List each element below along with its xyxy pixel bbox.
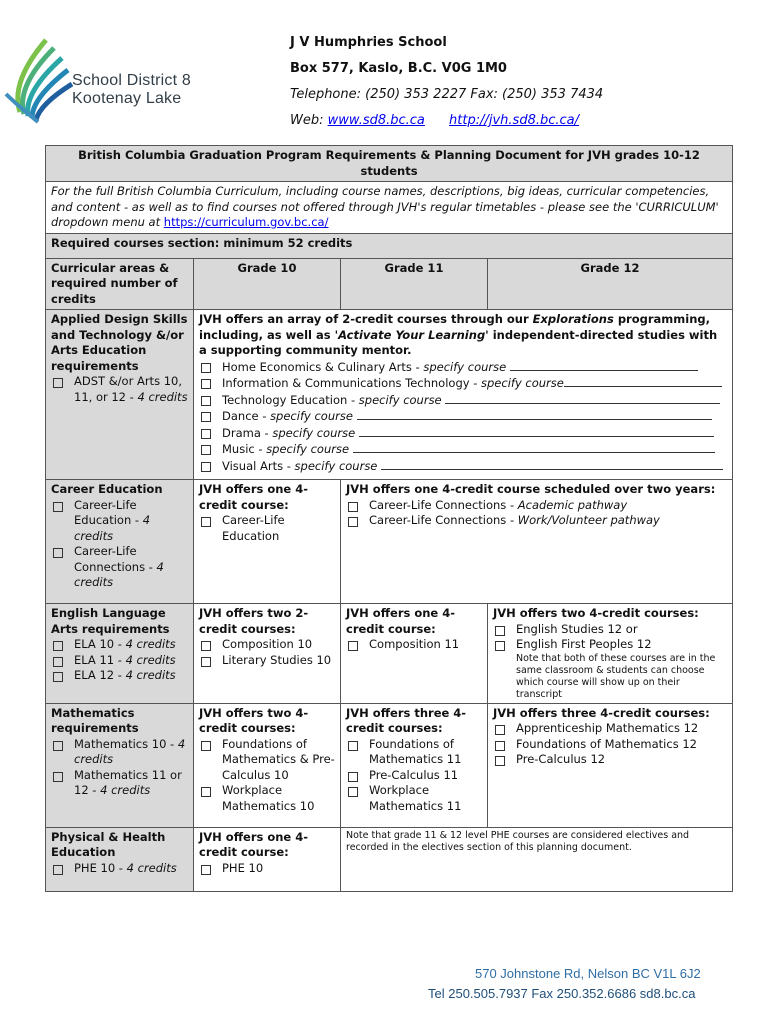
- web-label: Web:: [290, 113, 324, 128]
- graduation-planning-table: [45, 145, 733, 892]
- required-courses-heading: Required courses section: minimum 52 credits: [46, 233, 733, 258]
- phe-course-option[interactable]: PHE 10: [199, 861, 335, 877]
- math-grade-10-cell: [194, 703, 341, 827]
- english-grade-11-heading: JVH offers one 4-credit course:: [346, 606, 456, 636]
- school-header: [290, 30, 603, 134]
- phe-area-cell: [46, 827, 194, 891]
- adst-area-title: Applied Design Skills and Technology &/or Arts Education requirements: [51, 312, 188, 373]
- district-website-link[interactable]: www.sd8.bc.ca: [327, 113, 425, 128]
- math-course-option[interactable]: Foundations of Mathematics 11: [346, 737, 482, 768]
- career-area-title: Career Education: [51, 482, 163, 496]
- math-area-cell: [46, 703, 194, 827]
- phe-requirement: PHE 10 - 4 credits: [51, 861, 188, 877]
- math-course-option[interactable]: Workplace Mathematics 11: [346, 783, 482, 814]
- math-area-title: Mathematics requirements: [51, 705, 139, 735]
- adst-course-ict[interactable]: Information & Communications Technology - specify course: [199, 375, 727, 392]
- adst-offerings-cell: [194, 310, 733, 480]
- english-grade-12-heading: JVH offers two 4-credit courses:: [493, 606, 699, 620]
- school-web: [290, 108, 603, 134]
- english-course-option[interactable]: Composition 10: [199, 637, 335, 653]
- column-header-areas: Curricular areas & required number of credits: [46, 258, 194, 310]
- career-grade-10-cell: [194, 480, 341, 604]
- math-course-option[interactable]: Foundations of Mathematics 12: [493, 737, 727, 753]
- math-grade-12-cell: [488, 703, 733, 827]
- footer-address: 570 Johnstone Rd, Nelson BC V1L 6J2: [475, 966, 701, 981]
- english-requirement: ELA 10 - 4 credits: [51, 637, 188, 653]
- phe-area-title: Physical & Health Education: [51, 829, 166, 859]
- phe-note: Note that grade 11 & 12 level PHE courses are considered electives and recorded in the electives section of this planning document.: [346, 829, 690, 853]
- english-course-option[interactable]: Composition 11: [346, 637, 482, 653]
- curriculum-link[interactable]: https://curriculum.gov.bc.ca/: [163, 215, 329, 229]
- phe-grade-10-heading: JVH offers one 4-credit course:: [199, 829, 309, 859]
- english-grade-10-cell: [194, 604, 341, 704]
- english-grade-10-heading: JVH offers two 2-credit courses:: [199, 606, 309, 636]
- column-header-grade-12: Grade 12: [488, 258, 733, 310]
- adst-course-drama[interactable]: Drama - specify course: [199, 425, 727, 442]
- career-course-option[interactable]: Career-Life Education: [199, 513, 335, 544]
- logo-line-2: Kootenay Lake: [72, 90, 182, 107]
- career-grade-11-12-heading: JVH offers one 4-credit course scheduled over two years:: [346, 482, 716, 496]
- math-course-option[interactable]: Workplace Mathematics 10: [199, 783, 335, 814]
- career-requirement: Career-Life Education - 4 credits: [51, 498, 188, 545]
- school-phone: Telephone: (250) 353 2227 Fax: (250) 353 7434: [290, 87, 604, 102]
- career-course-option[interactable]: Career-Life Connections - Academic pathway: [346, 498, 727, 514]
- english-area-cell: [46, 604, 194, 704]
- english-course-option[interactable]: English Studies 12 or: [493, 622, 727, 638]
- adst-requirement: ADST &/or Arts 10, 11, or 12 - 4 credits: [51, 374, 188, 405]
- adst-course-music[interactable]: Music - specify course: [199, 441, 727, 458]
- intro-text: For the full British Columbia Curriculum, including course names, descriptions, big ideas, curricular competencies, and content - as well as to find courses not offered through JVH's regular timetables - please see the 'CURRICULUM' dropdown menu at: [51, 184, 719, 229]
- math-course-option[interactable]: Apprenticeship Mathematics 12: [493, 721, 727, 737]
- footer-contact: Tel 250.505.7937 Fax 250.352.6686 sd8.bc.ca: [428, 986, 696, 1001]
- math-requirement: Mathematics 10 - 4 credits: [51, 737, 188, 768]
- math-grade-12-heading: JVH offers three 4-credit courses:: [493, 705, 710, 720]
- english-grade-12-cell: [488, 604, 733, 704]
- column-header-grade-11: Grade 11: [341, 258, 488, 310]
- phe-grade-11-12-cell: [341, 827, 733, 891]
- school-address: Box 577, Kaslo, B.C. V0G 1M0: [290, 61, 507, 76]
- english-course-option[interactable]: English First Peoples 12: [493, 637, 727, 653]
- document-title: British Columbia Graduation Program Requirements & Planning Document for JVH grades 10-12 students: [46, 146, 733, 182]
- english-grade-11-cell: [341, 604, 488, 704]
- school-website-link[interactable]: http://jvh.sd8.bc.ca/: [449, 113, 580, 128]
- english-requirement: ELA 11 - 4 credits: [51, 653, 188, 669]
- adst-course-home-economics[interactable]: Home Economics & Culinary Arts - specify course: [199, 359, 727, 376]
- adst-course-visual-arts[interactable]: Visual Arts - specify course: [199, 458, 727, 475]
- math-course-option[interactable]: Pre-Calculus 11: [346, 768, 482, 784]
- english-area-title: English Language Arts requirements: [51, 606, 170, 636]
- school-name: J V Humphries School: [290, 35, 447, 50]
- math-course-option[interactable]: Pre-Calculus 12: [493, 752, 727, 768]
- math-grade-10-heading: JVH offers two 4-credit courses:: [199, 705, 309, 735]
- column-header-grade-10: Grade 10: [194, 258, 341, 310]
- math-grade-11-cell: [341, 703, 488, 827]
- career-requirement: Career-Life Connections - 4 credits: [51, 544, 188, 591]
- career-course-option[interactable]: Career-Life Connections - Work/Volunteer pathway: [346, 513, 727, 529]
- english-grade-12-note: Note that both of these courses are in the same classroom & students can choose which course will show up on their transcript: [516, 652, 716, 700]
- english-course-option[interactable]: Literary Studies 10: [199, 653, 335, 669]
- career-area-cell: [46, 480, 194, 604]
- career-grade-10-heading: JVH offers one 4-credit course:: [199, 482, 309, 512]
- school-district-logo: [2, 34, 192, 124]
- math-grade-11-heading: JVH offers three 4-credit courses:: [346, 705, 467, 735]
- logo-mark-icon: [2, 34, 74, 124]
- adst-course-dance[interactable]: Dance - specify course: [199, 408, 727, 425]
- math-course-option[interactable]: Foundations of Mathematics & Pre-Calculus 10: [199, 737, 335, 784]
- career-grade-11-12-cell: [341, 480, 733, 604]
- adst-area-cell: [46, 310, 194, 480]
- english-requirement: ELA 12 - 4 credits: [51, 668, 188, 684]
- logo-line-1: School District 8: [72, 72, 191, 89]
- math-requirement: Mathematics 11 or 12 - 4 credits: [51, 768, 188, 799]
- adst-offerings-intro: JVH offers an array of 2-credit courses through our Explorations programming, including, as well as 'Activate Your Learning' independent-directed studies with a supporting community mentor.: [199, 312, 718, 357]
- curriculum-intro: [46, 182, 733, 234]
- adst-course-technology[interactable]: Technology Education - specify course: [199, 392, 727, 409]
- phe-grade-10-cell: [194, 827, 341, 891]
